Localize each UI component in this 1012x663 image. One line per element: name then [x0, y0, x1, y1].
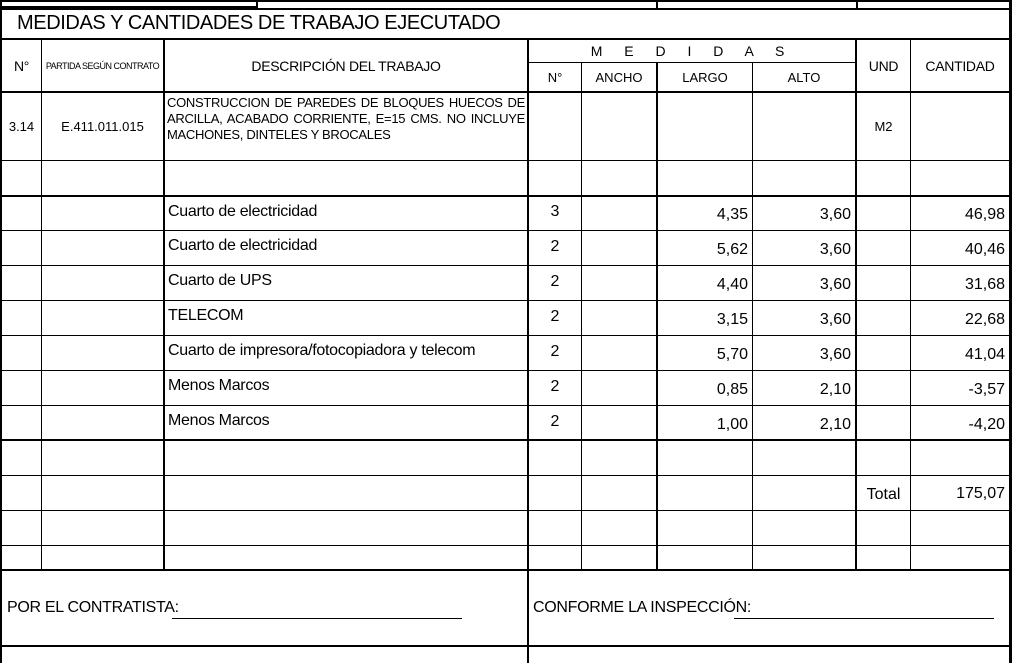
row-n: 2 — [550, 413, 560, 430]
row-cantidad: 31,68 — [964, 276, 1005, 293]
row-descripcion: TELECOM — [168, 307, 244, 324]
header-descripcion: DESCRIPCIÓN DEL TRABAJO — [251, 57, 441, 74]
contratista-signature-line[interactable] — [172, 618, 462, 619]
row-descripcion: Cuarto de electricidad — [168, 203, 318, 220]
row-largo: 3,15 — [716, 311, 748, 328]
header-medidas-no: N° — [547, 69, 563, 85]
row-line — [0, 510, 1012, 511]
row-alto: 3,60 — [819, 206, 851, 223]
row-n: 2 — [550, 273, 560, 290]
row-line — [0, 545, 1012, 546]
row-largo: 4,35 — [716, 206, 748, 223]
total-label: Total — [866, 485, 901, 503]
row-descripcion: Cuarto de impresora/fotocopiadora y telecom — [168, 342, 476, 359]
row-largo: 5,70 — [716, 346, 748, 363]
row-alto: 3,60 — [819, 311, 851, 328]
row-n: 2 — [550, 308, 560, 325]
row-descripcion: Menos Marcos — [168, 377, 270, 394]
row-largo: 1,00 — [716, 416, 748, 433]
signature-bottom-line — [0, 645, 1012, 647]
row-largo: 5,62 — [716, 241, 748, 258]
inspeccion-label: CONFORME LA INSPECCIÓN: — [533, 599, 752, 616]
header-partida: PARTIDA SEGÚN CONTRATO — [45, 60, 160, 71]
row-n: 3 — [550, 203, 560, 220]
row-n: 2 — [550, 378, 560, 395]
row-n: 2 — [550, 343, 560, 360]
item-und: M2 — [874, 119, 893, 134]
header-no: N° — [13, 57, 30, 74]
row-alto: 2,10 — [819, 416, 851, 433]
header-und: UND — [868, 57, 899, 74]
header-ancho: ANCHO — [595, 69, 643, 85]
row-cantidad: -4,20 — [968, 416, 1005, 433]
row-descripcion: Cuarto de UPS — [168, 272, 272, 289]
row-cantidad: 40,46 — [964, 241, 1005, 258]
row-descripcion: Menos Marcos — [168, 412, 270, 429]
row-line — [0, 475, 1012, 476]
page-title: MEDIDAS Y CANTIDADES DE TRABAJO EJECUTADO — [17, 11, 501, 34]
row-alto: 3,60 — [819, 276, 851, 293]
row-line — [0, 439, 1012, 441]
row-alto: 2,10 — [819, 381, 851, 398]
header-cantidad: CANTIDAD — [925, 57, 995, 74]
table-bottom-line — [0, 569, 1012, 571]
row-cantidad: -3,57 — [968, 381, 1005, 398]
col-divider — [581, 62, 582, 570]
row-cantidad: 46,98 — [964, 206, 1005, 223]
row-line — [0, 160, 1012, 161]
row-cantidad: 22,68 — [964, 311, 1005, 328]
row-alto: 3,60 — [819, 346, 851, 363]
inspeccion-signature-line[interactable] — [734, 618, 994, 619]
top-tick — [856, 0, 858, 8]
item-no: 3.14 — [8, 119, 35, 134]
item-descripcion: CONSTRUCCION DE PAREDES DE BLOQUES HUECOS DE ARCILLA, ACABADO CORRIENTE, E=15 CMS. NO INCLUYE MACHONES, DINTELES Y BROCALES — [167, 95, 525, 142]
header-alto: ALTO — [787, 69, 821, 85]
row-alto: 3,60 — [819, 241, 851, 258]
top-tick — [656, 0, 658, 8]
total-value: 175,07 — [956, 484, 1005, 502]
item-partida: E.411.011.015 — [61, 119, 144, 134]
row-descripcion: Cuarto de electricidad — [168, 237, 318, 254]
row-largo: 0,85 — [716, 381, 748, 398]
header-largo: LARGO — [682, 69, 728, 85]
row-n: 2 — [550, 238, 560, 255]
top-border — [0, 0, 1012, 2]
header-medidas: M E D I D A S — [590, 43, 794, 59]
row-cantidad: 41,04 — [964, 346, 1005, 363]
row-largo: 4,40 — [716, 276, 748, 293]
contratista-label: POR EL CONTRATISTA: — [7, 599, 179, 616]
